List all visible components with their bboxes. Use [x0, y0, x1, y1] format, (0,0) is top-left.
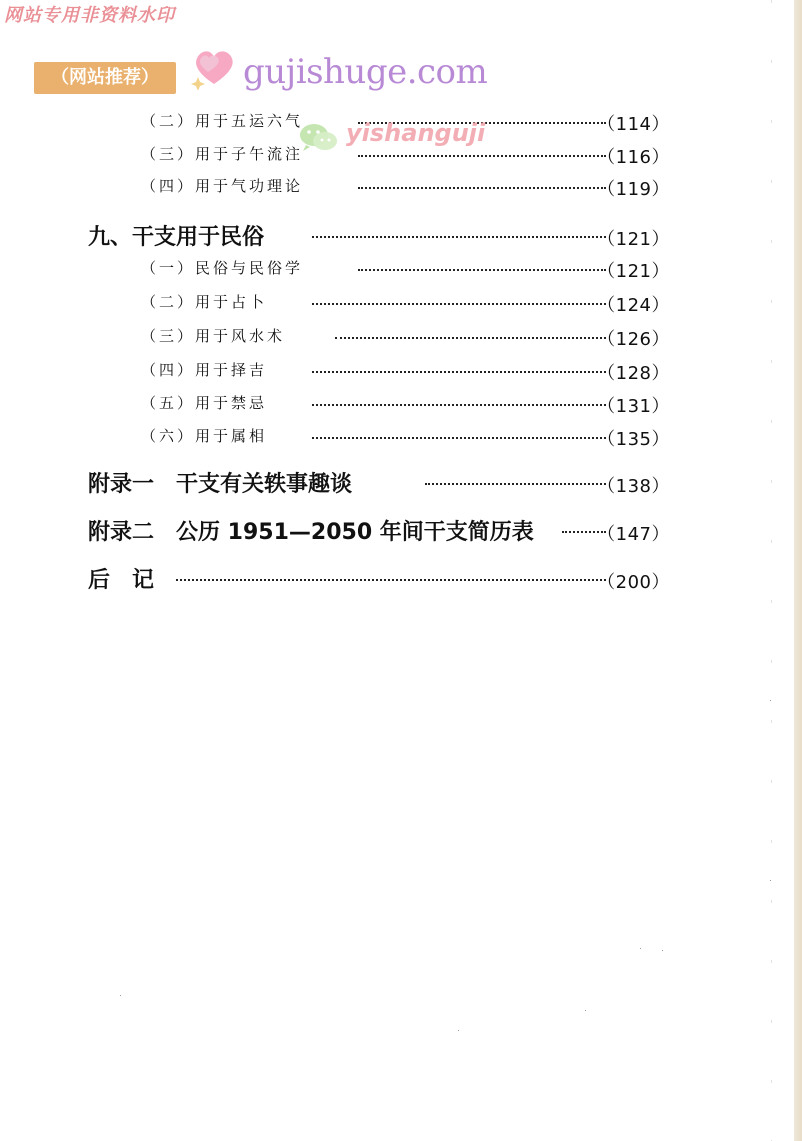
toc-entry-title: （三）用于风水术 [141, 327, 286, 345]
watermark-site: gujishuge.com [243, 52, 488, 92]
toc-entry [0, 467, 802, 497]
toc-entry-page: （124） [597, 295, 670, 316]
toc-entry-title: 后 记 [88, 568, 155, 593]
dot-leader [425, 477, 606, 485]
toc-entry-page: （121） [597, 229, 670, 250]
toc-entry-title: （一）民俗与民俗学 [141, 259, 304, 277]
hearts-icon [190, 44, 240, 90]
dot-leader [312, 398, 606, 406]
toc-entry [0, 143, 802, 173]
toc-entry-title: 九、干支用于民俗 [88, 225, 265, 250]
toc-entry [0, 175, 802, 205]
toc-entry [0, 563, 802, 593]
toc-entry-page: （121） [597, 261, 670, 282]
dot-leader [312, 230, 606, 238]
toc-entry-page: （116） [597, 147, 670, 168]
dot-leader [335, 331, 606, 339]
watermark-badge: （网站推荐） [34, 62, 176, 94]
toc-entry-page: （135） [597, 429, 670, 450]
toc-entry-page: （114） [597, 114, 670, 135]
dot-leader [312, 431, 606, 439]
toc-entry [0, 257, 802, 287]
dot-leader [312, 297, 606, 305]
toc-entry-page: （200） [597, 572, 670, 593]
toc-entry [0, 392, 802, 422]
toc-entry [0, 515, 802, 545]
toc-entry [0, 291, 802, 321]
watermark-secondary: yishanguji [346, 119, 486, 147]
toc-entry-title: 附录一 干支有关轶事趣谈 [88, 472, 353, 497]
toc-entry-page: （131） [597, 396, 670, 417]
toc-entry-title: （二）用于占卜 [141, 293, 268, 311]
toc-entry-page: （128） [597, 363, 670, 384]
dot-leader [358, 181, 606, 189]
toc-entry-page: （138） [597, 476, 670, 497]
toc-entry-page: （147） [597, 524, 670, 545]
toc-entry-title: （五）用于禁忌 [141, 394, 268, 412]
toc-entry [0, 359, 802, 389]
toc-entry-page: （119） [597, 179, 670, 200]
toc-entry [0, 220, 802, 250]
watermark-top-text: 网站专用非资料水印 [4, 5, 175, 26]
dot-leader [176, 573, 606, 581]
toc-entry [0, 325, 802, 355]
toc-entry [0, 425, 802, 455]
toc-entry-title: （四）用于气功理论 [141, 177, 304, 195]
dot-leader [312, 365, 606, 373]
toc-entry-page: （126） [597, 329, 670, 350]
toc-entry-title: （二）用于五运六气 [141, 112, 304, 130]
toc-entry-title: （三）用于子午流注 [141, 145, 304, 163]
dot-leader [358, 149, 606, 157]
toc-entry-title: 附录二 公历 1951—2050 年间干支简历表 [88, 520, 534, 545]
toc-entry-title: （四）用于择吉 [141, 361, 268, 379]
toc-entry-title: （六）用于属相 [141, 427, 268, 445]
dot-leader [358, 263, 606, 271]
